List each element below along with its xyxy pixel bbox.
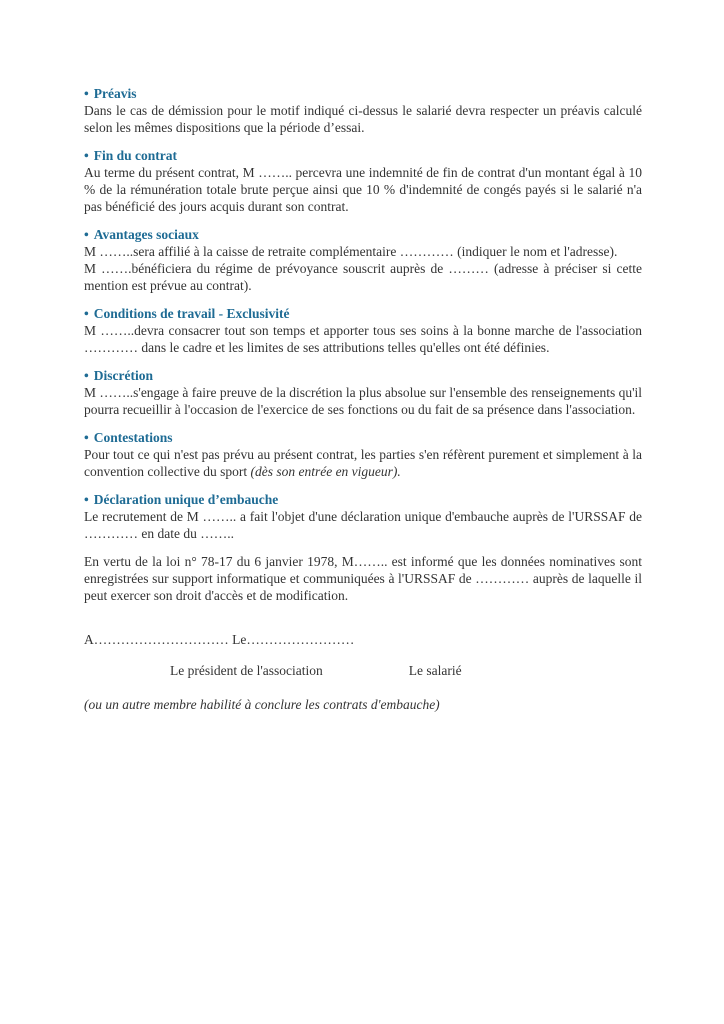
section-paragraph: Le recrutement de M …….. a fait l'objet d'une déclaration unique d'embauche auprès de l'URSSAF de ………… en date du …….. [84,509,642,541]
place-date-line: A………………………… Le…………………… [84,632,355,647]
section-paragraph: M ……..sera affilié à la caisse de retraite complémentaire ………… (indiquer le nom et l'adresse). [84,244,618,259]
section-heading [84,491,642,508]
section-title: Fin du contrat [93,148,177,163]
section-title: Discrétion [93,368,153,383]
section-discretion [84,367,642,418]
bullet-icon: • [84,148,89,163]
section-title: Déclaration unique d’embauche [93,492,279,507]
section-fin-du-contrat [84,147,642,215]
employee-signature-label: Le salarié [408,662,462,678]
paragraph-text: Pour tout ce qui n'est pas prévu au présent contrat, les parties s'en réfèrent purement et simplement à la convention collective du sport [84,447,642,479]
section-paragraph [84,446,642,480]
section-heading [84,429,642,446]
section-paragraph: Dans le cas de démission pour le motif indiqué ci-dessus le salarié devra respecter un préavis calculé selon les mêmes dispositions que la période d’essai. [84,103,642,135]
footnote: (ou un autre membre habilité à conclure les contrats d'embauche) [84,696,440,712]
section-conditions-de-travail [84,305,642,356]
section-title: Contestations [93,430,173,445]
section-heading [84,226,642,243]
bullet-icon: • [84,306,89,321]
section-preavis [84,85,642,136]
section-heading [84,305,642,322]
section-paragraph: M ……..s'engage à faire preuve de la discrétion la plus absolue sur l'ensemble des renseignements qu'il pourra recueillir à l'occasion de l'exercice de ses fonctions ou du fait de sa présence dans l'association. [84,385,643,417]
section-declaration-unique-embauche [84,491,642,542]
section-title: Préavis [93,86,137,101]
signature-row [84,662,642,679]
bullet-icon: • [84,86,89,101]
legal-paragraph: En vertu de la loi n° 78-17 du 6 janvier 1978, M…….. est informé que les données nominatives sont enregistrées sur support informatique et communiquées à l'URSSAF de ………… auprès de laquelle il peut exercer son droit d'accès et de modification. [84,554,642,603]
bullet-icon: • [84,430,89,445]
section-heading [84,85,642,102]
bullet-icon: • [84,492,89,507]
section-heading [84,147,642,164]
section-paragraph: M ……..devra consacrer tout son temps et apporter tous ses soins à la bonne marche de l'association ………… dans le cadre et les limites de ses attributions telles qu'elles ont été définies. [84,323,642,355]
section-heading [84,367,642,384]
bullet-icon: • [84,368,89,383]
section-contestations [84,429,642,480]
section-title: Avantages sociaux [93,227,199,242]
president-signature-label: Le président de l'association [170,662,323,678]
section-avantages-sociaux [84,226,642,294]
section-paragraph: M …….bénéficiera du régime de prévoyance souscrit auprès de ……… (adresse à préciser si cette mention est prévue au contrat). [84,261,642,293]
section-paragraph: Au terme du présent contrat, M …….. percevra une indemnité de fin de contrat d'un montant égal à 10 % de la rémunération totale brute perçue ainsi que 10 % d'indemnité de congés payés si le salarié n'a pas bénéficié des jours acquis durant son contrat. [84,165,642,214]
document-content [84,85,642,726]
bullet-icon: • [84,227,89,242]
paragraph-text-italic: (dès son entrée en vigueur). [250,464,401,479]
section-title: Conditions de travail - Exclusivité [93,306,290,321]
